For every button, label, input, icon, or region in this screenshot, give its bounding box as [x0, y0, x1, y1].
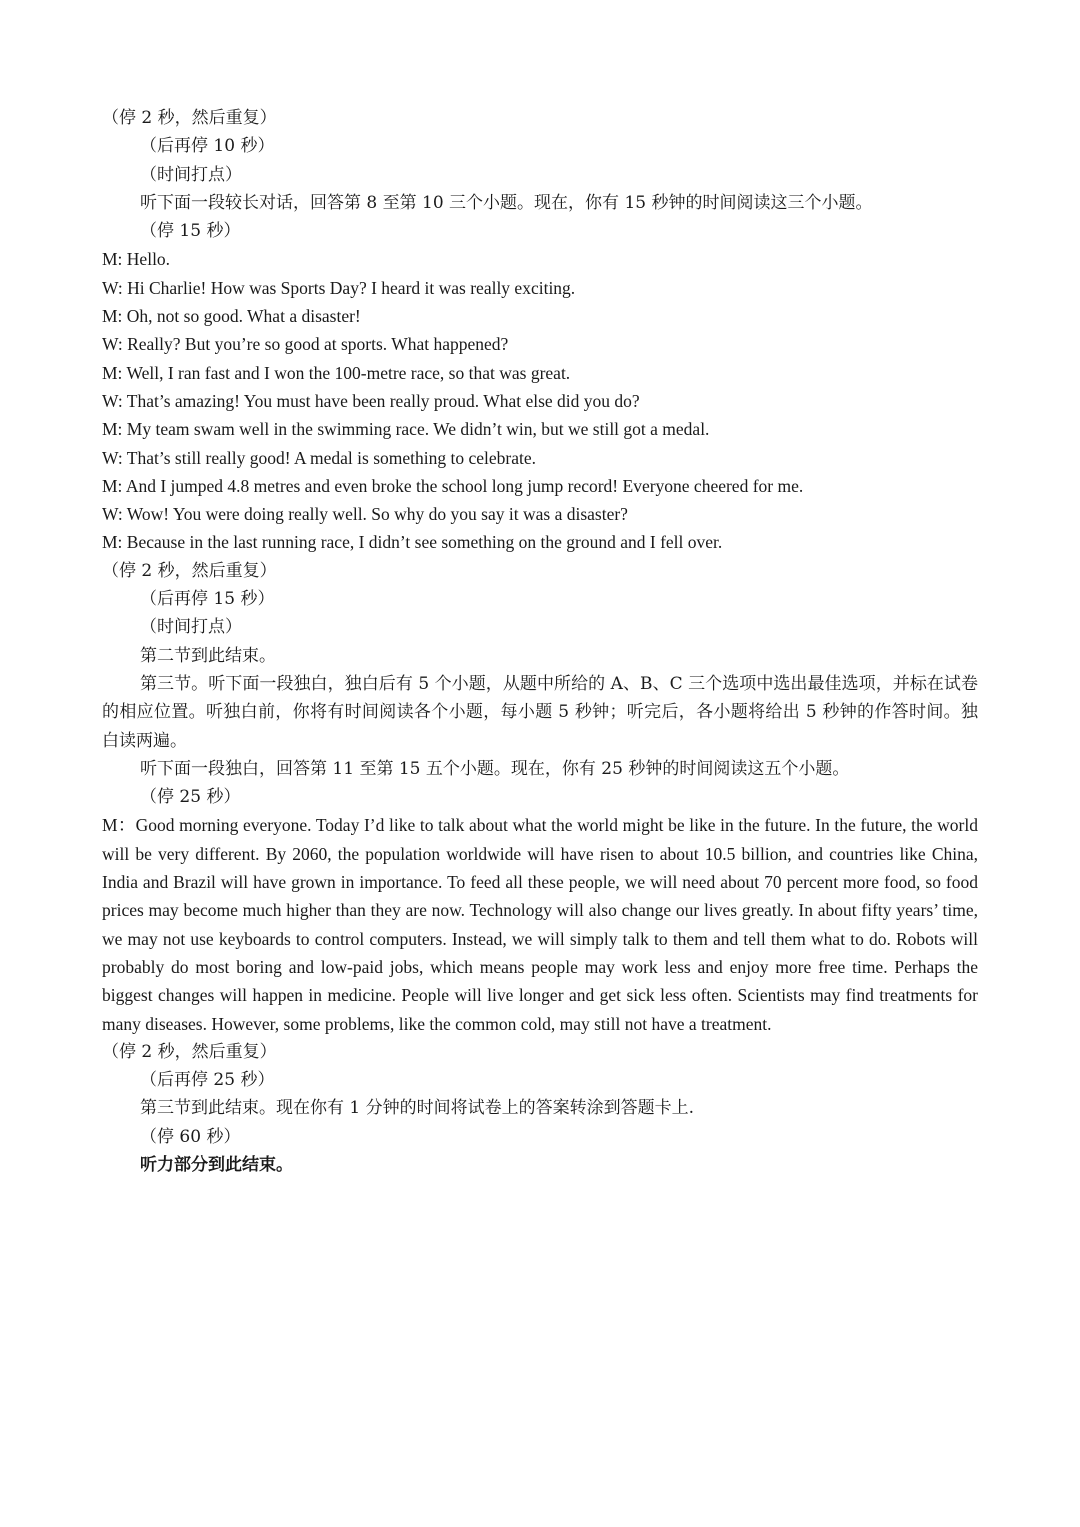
- dialogue-line: M: And I jumped 4.8 metres and even broke the school long jump record! Everyone cheered for me.: [102, 475, 804, 496]
- section3-end: 第三节到此结束。现在你有 1 分钟的时间将试卷上的答案转涂到答题卡上.: [140, 1098, 695, 1119]
- pause-15-note: （停 15 秒）: [140, 221, 241, 242]
- dialogue: [102, 245, 978, 556]
- dialogue-line: M: Oh, not so good. What a disaster!: [102, 306, 361, 327]
- pause-25-note: （停 25 秒）: [140, 787, 241, 808]
- dialogue-line: W: That’s amazing! You must have been really proud. What else did you do?: [102, 390, 640, 411]
- time-mark-note: （时间打点）: [140, 164, 242, 185]
- pause-60-note: （停 60 秒）: [140, 1126, 241, 1147]
- dialogue-line: M: Well, I ran fast and I won the 100-metre race, so that was great.: [102, 362, 571, 383]
- pause-repeat-note: （停 2 秒，然后重复）: [102, 560, 277, 581]
- pause-15-note: （后再停 15 秒）: [140, 589, 275, 610]
- section3-instruction: 听下面一段独白，回答第 11 至第 15 五个小题。现在，你有 25 秒钟的时间阅读这五个小题。: [140, 758, 850, 779]
- listening-end: 听力部分到此结束。: [140, 1154, 293, 1175]
- pause-25-note: （后再停 25 秒）: [140, 1070, 275, 1091]
- monologue: M：Good morning everyone. Today I’d like to talk about what the world might be like in the future. In the future, the world will be very different. By 2060, the population worldwide will have risen to about 10.5 billion, and countries like China, India and Brazil will have grown in importance. To feed all these people, we will need about 70 percent more food, so food prices may become much higher than they are now. Technology will also change our lives greatly. In about fifty years’ time, we may not use keyboards to control computers. Instead, we will simply talk to them and tell them what to do. Robots will probably do most boring and low-paid jobs, which means people may work less and enjoy more free time. Perhaps the biggest changes will happen in medicine. People will live longer and get sick less often. Scientists may find treatments for many diseases. However, some problems, like the common cold, may still not have a treatment.: [102, 815, 978, 1034]
- dialogue-line: W: Hi Charlie! How was Sports Day? I heard it was really exciting.: [102, 277, 576, 298]
- time-mark-note: （时间打点）: [140, 617, 242, 638]
- dialogue-line: M: My team swam well in the swimming race. We didn’t win, but we still got a medal.: [102, 419, 710, 440]
- section2-end: 第二节到此结束。: [140, 645, 276, 666]
- page-content: [102, 104, 978, 1179]
- pause-repeat-note: （停 2 秒，然后重复）: [102, 108, 277, 128]
- dialogue-line: W: That’s still really good! A medal is something to celebrate.: [102, 447, 537, 468]
- pause-10-note: （后再停 10 秒）: [140, 136, 275, 157]
- dialogue-line: W: Wow! You were doing really well. So why do you say it was a disaster?: [102, 504, 628, 525]
- pause-repeat-note: （停 2 秒，然后重复）: [102, 1041, 277, 1062]
- section2-instruction: 听下面一段较长对话，回答第 8 至第 10 三个小题。现在，你有 15 秒钟的时间阅读这三个小题。: [140, 192, 873, 213]
- dialogue-line: M: Because in the last running race, I didn’t see something on the ground and I fell over.: [102, 532, 723, 553]
- dialogue-line: W: Really? But you’re so good at sports. What happened?: [102, 334, 509, 355]
- dialogue-line: M: Hello.: [102, 249, 171, 270]
- section3-intro: 第三节。听下面一段独白，独白后有 5 个小题，从题中所给的 A、B、C 三个选项中选出最佳选项，并标在试卷的相应位置。听独白前，你将有时间阅读各个小题，每小题 5 秒钟；听完后，各小题将给出 5 秒钟的作答时间。独白读两遍。: [102, 673, 978, 751]
